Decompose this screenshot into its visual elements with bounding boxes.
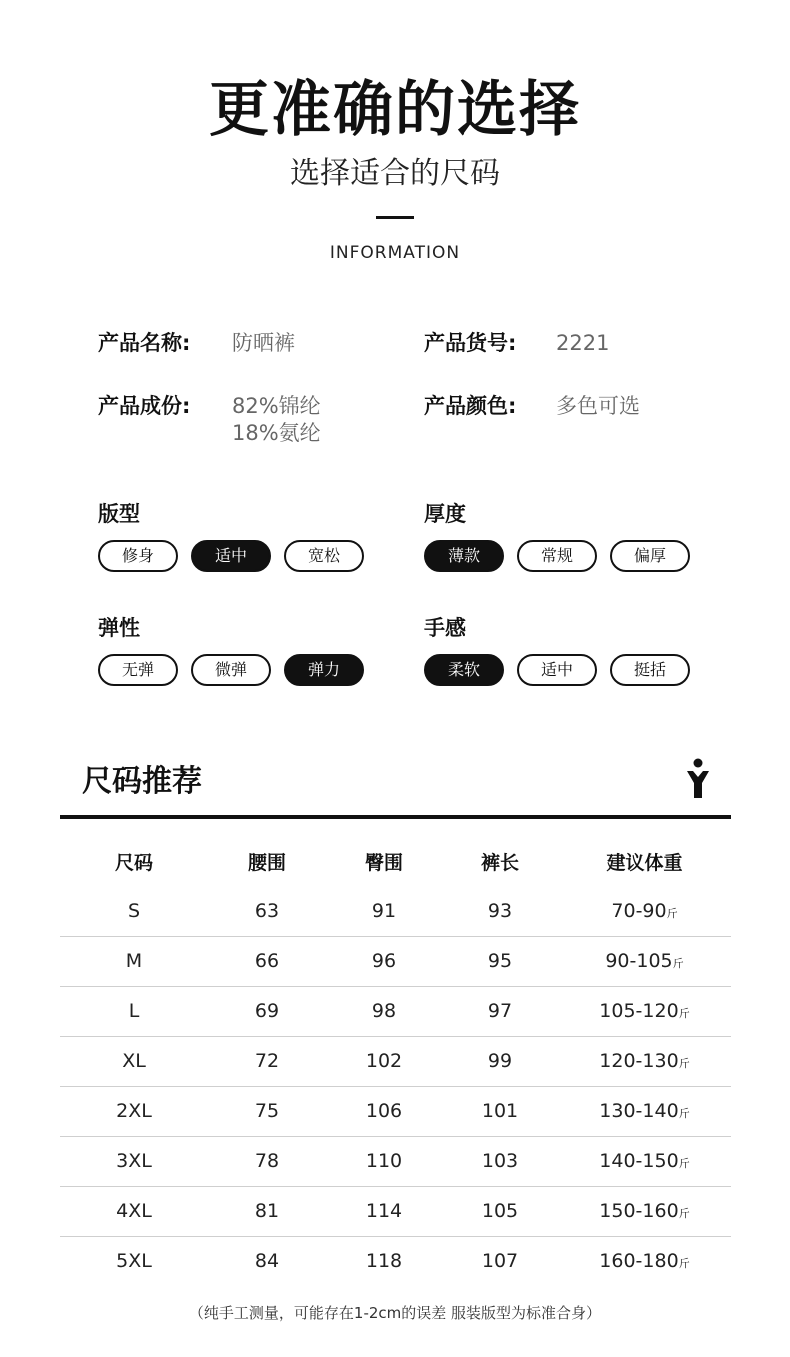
cell-value: 95 [487, 950, 513, 972]
table-cell [208, 1036, 326, 1086]
table-row [60, 1086, 731, 1136]
cell-value: 4XL [116, 1200, 152, 1222]
cell-value: 150-160 [599, 1200, 679, 1222]
column-header: 建议体重 [606, 851, 683, 874]
table-cell [326, 1036, 442, 1086]
table-cell [326, 936, 442, 986]
table-row [60, 986, 731, 1036]
spec-value: 2221 [556, 331, 610, 355]
spec-value-line1: 82%锦纶 [232, 394, 321, 418]
cell-value: 101 [481, 1100, 519, 1122]
attr-feel [424, 614, 666, 679]
cell-value: 130-140 [599, 1100, 679, 1122]
option-pill: 微弹 [191, 654, 271, 686]
table-cell [442, 936, 558, 986]
table-cell [60, 936, 208, 986]
cell-value: 63 [254, 899, 280, 922]
table-cell [326, 1136, 442, 1186]
attr-fit [98, 500, 340, 565]
option-pill: 适中 [191, 540, 271, 572]
option-pill: 修身 [98, 540, 178, 572]
spec-color [424, 392, 724, 422]
option-pill: 常规 [517, 540, 597, 572]
option-pill: 无弹 [98, 654, 178, 686]
table-cell [60, 986, 208, 1036]
table-cell [208, 886, 326, 936]
table-cell [208, 1136, 326, 1186]
cell-value: 98 [371, 1000, 397, 1022]
elasticity-options [98, 654, 364, 686]
size-section-title: 尺码推荐 [82, 764, 202, 799]
table-cell [326, 1086, 442, 1136]
spec-label: 产品名称: [98, 331, 191, 355]
weight-unit: 斤 [678, 1207, 690, 1220]
table-cell [60, 1036, 208, 1086]
table-row [60, 1136, 731, 1186]
weight-unit: 斤 [678, 1007, 690, 1020]
column-header: 臀围 [364, 851, 403, 874]
cell-value: 114 [365, 1200, 403, 1222]
cell-value: XL [122, 1050, 146, 1072]
table-cell [326, 886, 442, 936]
thickness-options [424, 540, 690, 572]
table-cell [442, 1236, 558, 1286]
table-cell [558, 936, 731, 986]
cell-value: 93 [487, 899, 513, 922]
feel-options [424, 654, 690, 686]
cell-value: 81 [254, 1200, 280, 1222]
option-pill: 宽松 [284, 540, 364, 572]
column-header: 腰围 [247, 851, 286, 874]
table-cell [208, 1086, 326, 1136]
table-cell [558, 1036, 731, 1086]
table-cell [442, 886, 558, 936]
cell-value: 66 [254, 950, 280, 972]
table-cell [208, 986, 326, 1036]
attr-elasticity [98, 614, 340, 679]
page-title: 更准确的选择 [209, 75, 581, 145]
cell-value: L [128, 1000, 140, 1022]
column-header: 尺码 [114, 851, 153, 874]
cell-value: 120-130 [599, 1050, 679, 1072]
table-cell [60, 1186, 208, 1236]
person-icon [686, 758, 710, 800]
column-header: 裤长 [480, 851, 519, 874]
weight-unit: 斤 [672, 957, 684, 970]
option-pill: 挺括 [610, 654, 690, 686]
weight-unit: 斤 [678, 1107, 690, 1120]
cell-value: 75 [254, 1100, 280, 1122]
cell-value: 105-120 [599, 1000, 679, 1022]
table-cell [208, 1236, 326, 1286]
cell-value: 78 [254, 1150, 280, 1172]
table-row [60, 1236, 731, 1286]
measurement-note: （纯手工测量，可能存在1-2cm的误差 服装版型为标准合身） [188, 1304, 602, 1322]
spec-composition [98, 392, 398, 450]
table-cell [442, 1036, 558, 1086]
table-cell [208, 936, 326, 986]
option-pill: 薄款 [424, 540, 504, 572]
attr-title: 厚度 [424, 502, 466, 526]
table-cell [442, 1186, 558, 1236]
table-cell [558, 1186, 731, 1236]
spec-label: 产品货号: [424, 331, 517, 355]
table-cell [208, 1186, 326, 1236]
option-pill: 弹力 [284, 654, 364, 686]
option-pill: 适中 [517, 654, 597, 686]
attr-title: 弹性 [98, 616, 140, 640]
cell-value: 110 [365, 1150, 403, 1172]
cell-value: 91 [371, 899, 397, 922]
cell-value: S [127, 899, 141, 922]
table-cell [442, 986, 558, 1036]
table-cell [558, 1236, 731, 1286]
cell-value: 84 [254, 1250, 280, 1273]
cell-value: 3XL [116, 1150, 152, 1172]
cell-value: 160-180 [599, 1250, 679, 1273]
attr-thickness [424, 500, 666, 565]
option-pill: 偏厚 [610, 540, 690, 572]
weight-unit: 斤 [678, 1057, 690, 1070]
cell-value: 102 [365, 1050, 403, 1072]
table-cell [558, 1136, 731, 1186]
table-cell [558, 886, 731, 936]
table-row [60, 1186, 731, 1236]
page-header [0, 70, 790, 263]
cell-value: 105 [481, 1200, 519, 1222]
table-cell [326, 1186, 442, 1236]
table-cell [558, 986, 731, 1036]
spec-product-sku [424, 329, 724, 359]
section-divider [60, 815, 731, 819]
table-cell [60, 886, 208, 936]
spec-label: 产品颜色: [424, 394, 517, 418]
table-cell [60, 1136, 208, 1186]
cell-value: 72 [254, 1050, 280, 1072]
fit-options [98, 540, 364, 572]
attr-title: 手感 [424, 616, 466, 640]
spec-value-line2: 18%氨纶 [232, 421, 321, 445]
spec-product-name [98, 329, 398, 359]
cell-value: 69 [254, 1000, 280, 1022]
cell-value: 90-105 [605, 950, 673, 972]
cell-value: 2XL [116, 1100, 152, 1122]
table-row [60, 886, 731, 936]
weight-unit: 斤 [678, 1257, 690, 1271]
size-table-body [60, 886, 731, 1286]
attr-title: 版型 [98, 502, 140, 526]
table-cell [60, 1086, 208, 1136]
table-cell [442, 1136, 558, 1186]
cell-value: 70-90 [611, 899, 667, 922]
table-row [60, 1036, 731, 1086]
cell-value: 103 [481, 1150, 519, 1172]
cell-value: 97 [487, 1000, 513, 1022]
table-row [60, 936, 731, 986]
table-cell [326, 1236, 442, 1286]
cell-value: 96 [371, 950, 397, 972]
option-pill: 柔软 [424, 654, 504, 686]
table-cell [558, 1086, 731, 1136]
cell-value: 140-150 [599, 1150, 679, 1172]
spec-label: 产品成份: [98, 394, 191, 418]
spec-value: 防晒裤 [232, 331, 295, 355]
table-cell [442, 1086, 558, 1136]
table-cell [60, 1236, 208, 1286]
cell-value: 106 [365, 1100, 403, 1122]
cell-value: 5XL [116, 1250, 152, 1273]
table-cell [326, 986, 442, 1036]
table-header-row [60, 836, 731, 886]
cell-value: 118 [365, 1250, 403, 1273]
spec-value: 多色可选 [556, 394, 640, 418]
cell-value: 107 [481, 1250, 519, 1273]
header-divider [376, 216, 414, 219]
weight-unit: 斤 [666, 906, 678, 920]
information-label: INFORMATION [329, 243, 461, 263]
cell-value: M [125, 950, 143, 972]
weight-unit: 斤 [678, 1157, 690, 1170]
page-subtitle: 选择适合的尺码 [290, 156, 500, 191]
cell-value: 99 [487, 1050, 513, 1072]
size-table [60, 836, 731, 1286]
